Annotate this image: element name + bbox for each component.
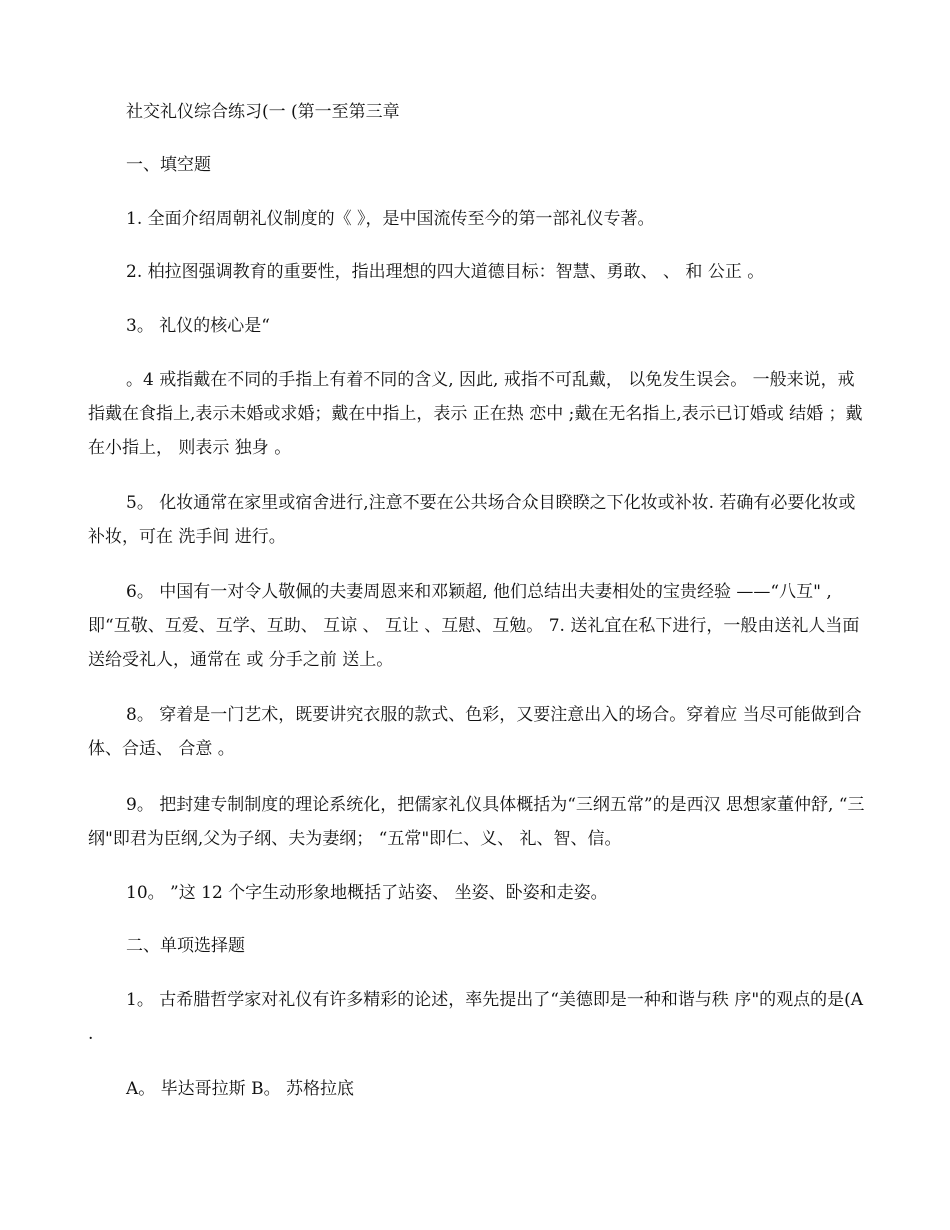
- choice-question-1-options: A。 毕达哥拉斯 B。 苏格拉底: [126, 1079, 354, 1099]
- question-9: 9。 把封建专制制度的理论系统化，把儒家礼仪具体概括为“三纲五常”的是西汉 思想家董仲舒, “三纲"即君为臣纲,父为子纲、夫为妻纲； “五常"即仁、义、 礼、智、信。: [88, 795, 865, 849]
- section-heading-single-choice: 二、单项选择题: [126, 936, 245, 956]
- choice-question-1: 1。 古希腊哲学家对礼仪有许多精彩的论述，率先提出了“美德即是一种和谐与秩 序"的观点的是(A .: [88, 990, 864, 1044]
- question-5: 5。 化妆通常在家里或宿舍进行,注意不要在公共场合众目睽睽之下化妆或补妆. 若确有必要化妆或补妆，可在 洗手间 进行。: [88, 493, 856, 547]
- question-3: 3。 礼仪的核心是“: [126, 316, 270, 336]
- section-heading-fill-blank: 一、填空题: [126, 155, 211, 175]
- question-6-7: 6。 中国有一对令人敬佩的夫妻周恩来和邓颖超, 他们总结出夫妻相处的宝贵经验 ——“八互" ,即“互敬、互爱、互学、互助、 互谅 、 互让 、互慰、互勉。 7. 送礼宜在私下进行，一般由送礼人当面送给受礼人，通常在 或 分手之前 送上。: [88, 582, 860, 670]
- question-10: 10。 ”这 12 个字生动形象地概括了站姿、 坐姿、卧姿和走姿。: [126, 883, 608, 903]
- question-8: 8。 穿着是一门艺术，既要讲究衣服的款式、色彩，又要注意出入的场合。穿着应 当尽可能做到合体、合适、 合意 。: [88, 705, 862, 759]
- question-2: 2. 柏拉图强调教育的重要性，指出理想的四大道德目标：智慧、勇敢、 、 和 公正 。: [126, 262, 765, 282]
- question-4: 。4 戒指戴在不同的手指上有着不同的含义, 因此, 戒指不可乱戴， 以免发生误会。 一般来说，戒指戴在食指上,表示未婚或求婚；戴在中指上，表示 正在热 恋中 ;戴在无名指上,表示已订婚或 结婚 ；戴在小指上， 则表示 独身 。: [88, 370, 863, 458]
- document-title: 社交礼仪综合练习(一 (第一至第三章: [126, 102, 400, 122]
- question-1: 1. 全面介绍周朝礼仪制度的《 》，是中国流传至今的第一部礼仪专著。: [126, 209, 655, 229]
